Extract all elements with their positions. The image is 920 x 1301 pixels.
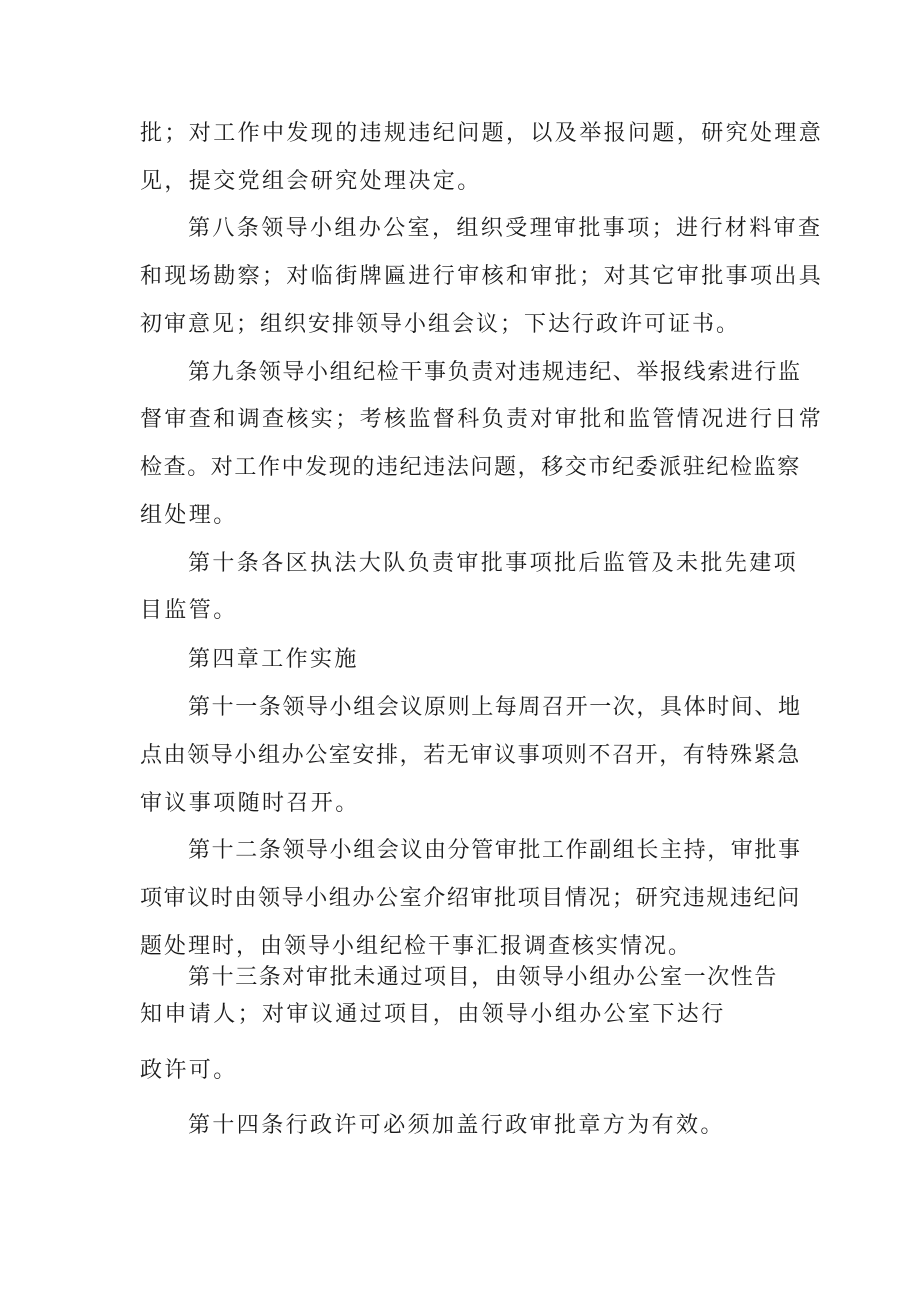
text-line: 题处理时，由领导小组纪检干事汇报调查核实情况。 [140,934,693,959]
article-11-paragraph: 第十一条领导小组会议原则上每周召开一次，具体时间、地 [188,695,802,720]
text-line: 项审议时由领导小组办公室介绍审批项目情况；研究违规违纪问 [140,886,801,911]
text-line: 审议事项随时召开。 [140,791,360,816]
article-13-paragraph: 第十三条对审批未通过项目，由领导小组办公室一次性告 [188,965,779,990]
article-10-paragraph: 第十条各区执法大队负责审批事项批后监管及未批先建项 [188,551,799,576]
chapter-heading: 第四章工作实施 [188,647,359,672]
text-line: 政许可。 [140,1058,238,1083]
text-line: 组处理。 [140,503,238,528]
article-12-paragraph: 第十二条领导小组会议由分管审批工作副组长主持，审批事 [188,838,802,863]
text-line: 见，提交党组会研究处理决定。 [140,169,482,194]
text-line: 和现场勘察；对临街牌匾进行审核和审批；对其它审批事项出具 [140,264,824,289]
article-9-paragraph: 第九条领导小组纪检干事负责对违规违纪、举报线索进行监 [188,360,802,385]
text-line: 点由领导小组办公室安排，若无审议事项则不召开，有特殊紧急 [140,743,801,768]
text-line: 检查。对工作中发现的违纪违法问题，移交市纪委派驻纪检监察 [140,455,801,480]
text-line: 批；对工作中发现的违规违纪问题，以及举报问题，研究处理意 [140,121,824,146]
text-line: 知申请人；对审议通过项目，由领导小组办公室下达行 [140,1002,726,1027]
text-line: 目监管。 [140,598,238,623]
text-line: 初审意见；组织安排领导小组会议；下达行政许可证书。 [140,312,741,337]
text-line: 督审查和调查核实；考核监督科负责对审批和监管情况进行日常 [140,407,824,432]
article-14-paragraph: 第十四条行政许可必须加盖行政审批章方为有效。 [188,1113,725,1138]
article-8-paragraph: 第八条领导小组办公室，组织受理审批事项；进行材料审查 [188,216,823,241]
